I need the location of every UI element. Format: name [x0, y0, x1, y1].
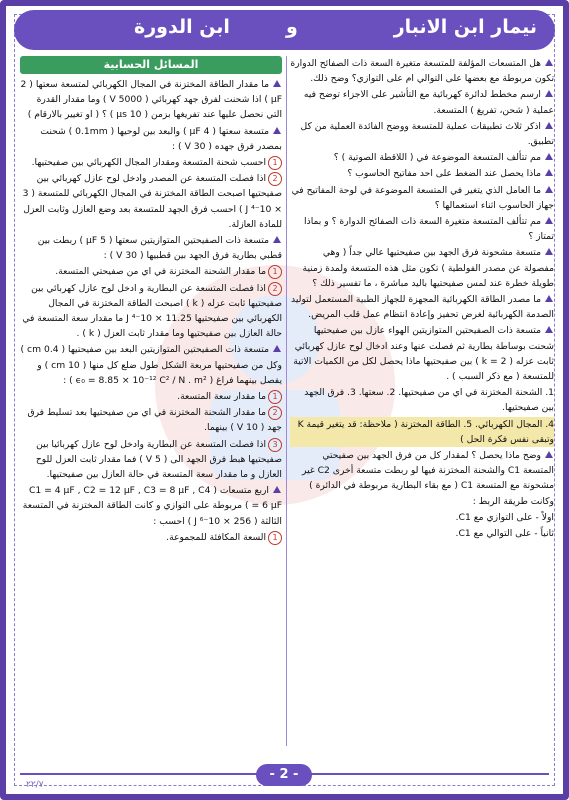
problem-item: ما مقدار الطاقة المختزنة في المجال الكهربائي لمتسعة سعتها ( 2 μF ) اذا شحنت لفرق جهد كهربائي ( 5000 V ) وما مقدار القدرة التي نحصل عليها عند تفريغها بزمن ( 10 μs ) ؟ ( او تغيير بالارقام )	[20, 79, 282, 121]
problem-subitem: 1السعة المكافئة للمجموعة.	[20, 530, 282, 545]
column-divider	[286, 56, 287, 746]
question-item: وضح ماذا يحصل ؟ لمقدار كل من فرق الجهد بين صفيحتي المتسعة C1 والشحنة المختزنة فيها لو ربطت متسعة أخرى C2 غير مشحونة مع المتسعة C1 ( مع بقاء البطارية مربوطة في الدائرة ) وكانت طريقة الربط :	[302, 450, 554, 507]
problem-subitem: 1احسب شحنة المتسعة ومقدار المجال الكهربائي بين صفيحتيها.	[20, 155, 282, 170]
problem-subitem: 1ما مقدار الشحنة المختزنة في اي من صفيحتي المتسعة.	[20, 264, 282, 279]
header-title-left: ابن الدورة	[134, 16, 230, 38]
section-title: المسائل الحسابية	[20, 56, 282, 74]
page-header	[14, 10, 555, 50]
header-connector: و	[286, 16, 298, 38]
problem-subitem: 3اذا فصلت المتسعة عن البطارية وادخل لوح عازل كهربائيا بين صفيحتيها هبط فرق الجهد الى ( 5 V ) فما مقدار ثابت العزل للوح العازل و ما مقدار سعة المتسعة في حالة العازل بين صفيحتيها.	[35, 438, 282, 481]
question-subitem: اولاً - على التوازي مع C1.	[455, 511, 554, 523]
page-footer	[0, 760, 569, 794]
question-item: مم تتألف المتسعة متغيرة السعة ذات الصفائح الدوارة ؟ و بماذا تمتاز ؟	[304, 216, 554, 243]
question-subitem: ثانياً - على التوالي مع C1.	[455, 528, 554, 540]
question-item: ما العامل الذي يتغير في المتسعة الموضوعة في لوحة المفاتيح في جهاز الحاسوب اثناء استعمالها ؟	[291, 184, 554, 211]
problem-subitem: 2اذا فصلت المتسعة عن البطارية و ادخل لوح عازل كهربائي بين صفيحتيها ثابت عزله ( k ) اصبحت الطاقة المختزنة في المجال الكهربائي بين صفيحتيها 11.25 × 10⁻⁴ J ما مقدار سعة المتسعة في حالة العازل بين صفيحتيها وما مقدار ثابت العزل ( k ) .	[22, 282, 282, 340]
problem-subitem: 2ما مقدار الشحنة المختزنة في اي من صفيحتيها بعد تسليط فرق جهد ( 10 V ) بينهما.	[27, 407, 282, 434]
question-subitem: 1. الشحنة المختزنة في اي من صفيحتيها. 2. سعتها. 3. فرق الجهد بين صفيحتيها.	[304, 387, 554, 414]
problem-item: متسعة ذات الصفيحتين المتوازيتين البعد بين صفيحتيها ( 0.4 cm ) وكل من صفيحتيها مربعة الشكل طول ضلع كل منها ( 10 cm ) و يفصل بينهما فراغ ( ϵ₀ = 8.85 × 10⁻¹² C² / N . m² ) :	[20, 344, 282, 386]
question-item: مم تتألف المتسعة الموضوعة في ( اللاقطة الصوتية ) ؟	[290, 150, 554, 165]
footer-date: ٢٢/٧	[26, 780, 44, 790]
problem-item: متسعة سعتها ( 4 μF ) والبعد بين لوحيها ( 0.1mm ) شحنت بمصدر فرق جهده ( 30 V ) :	[40, 125, 282, 152]
question-item: ما مصدر الطاقة الكهربائية المجهزة للجهاز الطبية المستعمل لتوليد الصدمة الكهربائية لغرض تحفيز وإعادة انتظام عمل قلب المريض.	[291, 294, 554, 321]
question-item: اذكر ثلاث تطبيقات عملية للمتسعة ووضح الفائدة العملية من كل تطبيق.	[300, 120, 554, 148]
problem-subitem: 1ما مقدار سعة المتسعة.	[20, 389, 282, 404]
header-title-right: نيمار ابن الانبار	[393, 16, 537, 38]
question-item: ماذا يحصل عند الضغط على احد مفاتيح الحاسوب ؟	[290, 166, 554, 181]
question-item: متسعة ذات الصفيحتين المتوازيتين الهواء عازل بين صفيحتيها شحنت بوساطة بطارية ثم فصلت عنها وعند ادخال لوح عازل كهربائي ثابت عزله ( k = 2 ) بين صفيحتيها ماذا يحصل لكل من الكميات الاتية للمتسعة ( مع ذكر السبب ) .	[293, 325, 554, 383]
page-number: - 2 -	[256, 764, 312, 786]
question-item: متسعة مشحونة فرق الجهد بين صفيحتيها عالي جداً ( وهي مفصولة عن مصدر الفولطية ) تكون مثل هذه المتسعة ولمدة زمنية طويلة خطرة عند لمس صفيحتيها باليد مباشرة ، ما تفسير ذلك ؟	[302, 247, 554, 289]
question-item: هل المتسعات المؤلفة للمتسعة متغيرة السعة ذات الصفائح الدوارة تكون مربوطة مع بعضها على التوالي ام على التوازي؟ وضح ذلك.	[290, 58, 554, 85]
problem-item: اربع متسعات ( C1 = 4 μF , C2 = 12 μF , C3 = 8 μF , C4 = 6 μF ) مربوطة على التوازي و كانت الطاقة المختزنة في المتسعة الثالثة ( 256 × 10⁻⁶ J ) احسب :	[22, 485, 282, 527]
question-item: ارسم مخطط لدائرة كهربائية مع التأشير على الاجزاء توضح فيه عملية ( شحن، تفريغ ) المتسعة.	[303, 89, 554, 116]
left-column	[20, 56, 282, 546]
question-subitem-note: 4. المجال الكهربائي. 5. الطاقة المختزنة ( ملاحظة: قد يتغير قيمة K وتبقى نفس فكرة الحل )	[290, 417, 554, 447]
right-column	[290, 56, 554, 542]
problem-item: متسعة ذات الصفيحتين المتوازيتين سعتها ( 5 μF ) ربطت بين قطبي بطارية فرق الجهد بين قطبيها ( 30 V ) :	[37, 235, 282, 262]
problem-subitem: 2اذا فصلت المتسعة عن المصدر وادخل لوح عازل كهربائي بين صفيحتيها اصبحت الطاقة المختزنة في المجال الكهربائي للمتسعة ( 3 × 10⁻⁴ J ) احسب فرق الجهد للمتسعة بعد وضع العازل وثابت العزل للمادة العازلة.	[22, 173, 282, 230]
